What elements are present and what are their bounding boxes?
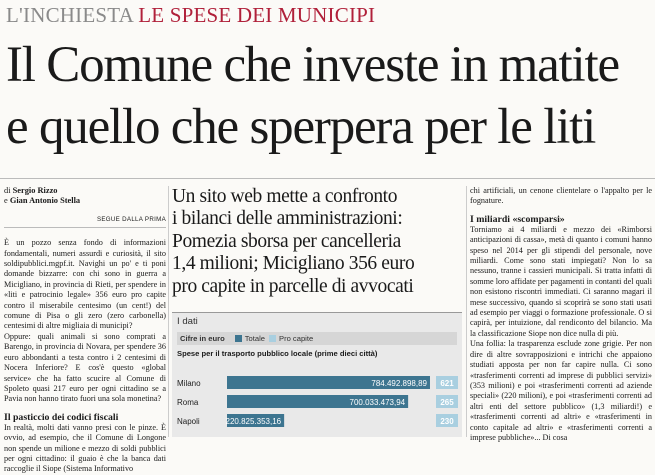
headline-rule <box>0 178 655 179</box>
byline-di: di <box>4 186 11 195</box>
bar-value-label: 220.825.353,16 <box>225 417 282 426</box>
headline <box>6 34 651 158</box>
pro-capite-value-label: 621 <box>440 379 454 388</box>
category-label: Milano <box>177 379 201 388</box>
bar-chart <box>177 374 458 438</box>
chart-title: Spese per il trasporto pubblico locale (prime dieci città) <box>177 349 378 358</box>
paragraph: In realtà, molti dati vanno presi con le pinze. È ovvio, ad esempio, che il Comune di Longone non spende un milione e mezzo di soldi pubblici per ogni cittadino: il guaio è che la banca dati raccoglie il Siope (Sistema Informativo <box>4 422 166 474</box>
category-label: Roma <box>177 398 199 407</box>
column-divider <box>168 186 169 437</box>
section-subhead: I miliardi «scomparsi» <box>470 213 565 225</box>
legend-total: Totale <box>244 334 265 343</box>
byline-e: e <box>4 196 8 206</box>
legend-swatch-pro-capite <box>269 335 276 342</box>
data-box-title: I dati <box>177 316 198 327</box>
legend-label: Cifre in euro <box>180 334 225 343</box>
deck-subtitle <box>172 186 462 298</box>
article-body-left <box>4 238 166 475</box>
deck-line: i bilanci delle amministrazioni: <box>172 208 403 230</box>
paragraph: Oppure: quali animali si sono comprati a Barengo, in provincia di Novara, per spendere 36 euro abbondanti a testa contro i 2 centesimi di Nocera Inferiore? E cos'è questo «global service» che ha fatto scucire al Comune di Spoleto quasi 217 euro per ogni cittadino se a Pavia non hanno tirato fuori una sola monetina? <box>4 331 166 404</box>
headline-line-2: e quello che sperpera per le liti <box>6 99 596 155</box>
section-kicker <box>6 3 375 28</box>
middle-column <box>172 186 462 437</box>
bar-value-label: 784.492.898,89 <box>371 379 427 388</box>
left-column <box>4 186 166 474</box>
column-divider <box>466 186 467 437</box>
legend-pro-capite: Pro capite <box>279 334 314 343</box>
category-label: Napoli <box>177 417 200 426</box>
pro-capite-value-label: 265 <box>440 398 454 407</box>
deck-line: pro capite in parcelle di avvocati <box>172 275 414 297</box>
section-subhead: Il pasticcio dei codici fiscali <box>4 411 119 423</box>
legend-swatch-total <box>235 335 242 342</box>
right-column <box>470 186 652 442</box>
byline <box>4 186 166 207</box>
deck-line: Un sito web mette a confronto <box>172 186 398 207</box>
chart-legend <box>177 332 457 345</box>
kicker-topic: LE SPESE DEI MUNICIPI <box>138 3 376 27</box>
paragraph: È un pozzo senza fondo di informazioni fondamentali, numeri assurdi e curiosità, il sito soldipubblici.mgpf.it. Navighi un po' e ti poni domande bizzarre: con chi sono in guerra a Micigliano, in provincia di Rieti, per spendere in «liti e patrocinio legale» 356 euro pro capite contro il miserabile centesimo (un cent!) del comune di Pisa o gli zero (zero carbonella) centesimi di altre migliaia di municipi? <box>4 238 166 331</box>
pro-capite-value-label: 230 <box>440 417 454 426</box>
segue-label: SEGUE DALLA PRIMA <box>4 215 166 228</box>
headline-line-1: Il Comune che investe in matite <box>6 37 619 93</box>
author-1: Sergio Rizzo <box>12 186 58 195</box>
paragraph: Torniamo ai 4 miliardi e mezzo dei «Rimborsi anticipazioni di cassa», metà di quanto i comuni hanno speso nel 2014 per gli stipendi del personale, nove miliardi. Come sono stati impiegati? Non lo sa nessuno, tranne i cassieri municipali. Si tratta infatti di somme loro affidate per pagamenti in contanti del quali non esistono riscontri immediati. Ci saranno magari il mese successivo, quando si scoprirà se sono stati usati ad esempio per viaggi o formazione professionale. O si capirà, per intuizione, dal rendiconto del bilancio. Ma la classificazione Siope non dice nulla di più. <box>470 224 652 338</box>
paragraph: chi artificiali, un cenone clientelare o l'appalto per le fognature. <box>470 186 652 206</box>
bar-value-label: 700.033.473,94 <box>349 398 406 407</box>
author-2: Gian Antonio Stella <box>9 196 81 206</box>
data-box <box>172 312 462 437</box>
kicker-section: L'INCHIESTA <box>6 3 133 27</box>
deck-line: Pomezia sborsa per cancelleria <box>172 230 401 252</box>
deck-line: 1,4 milioni; Micigliano 356 euro <box>172 253 415 275</box>
paragraph: Una follia: la trasparenza esclude zone grigie. Per non dire di altre sovrapposizioni e intrichi che appaiono studiati apposta per non far capire nulla. Ci sono «trasferimenti correnti ad imprese di pubblici servizi» (353 milioni) e poi «trasferimenti correnti ad aziende speciali» (220 milioni), e poi «trasferimenti correnti ad altri enti del settore pubblico» (1,3 miliardi!) e «trasferimenti correnti ad altri» e «trasferimenti in conto capitale ad altri» e «trasferimenti correnti a imprese pubbliche»... Di cosa <box>470 339 652 442</box>
